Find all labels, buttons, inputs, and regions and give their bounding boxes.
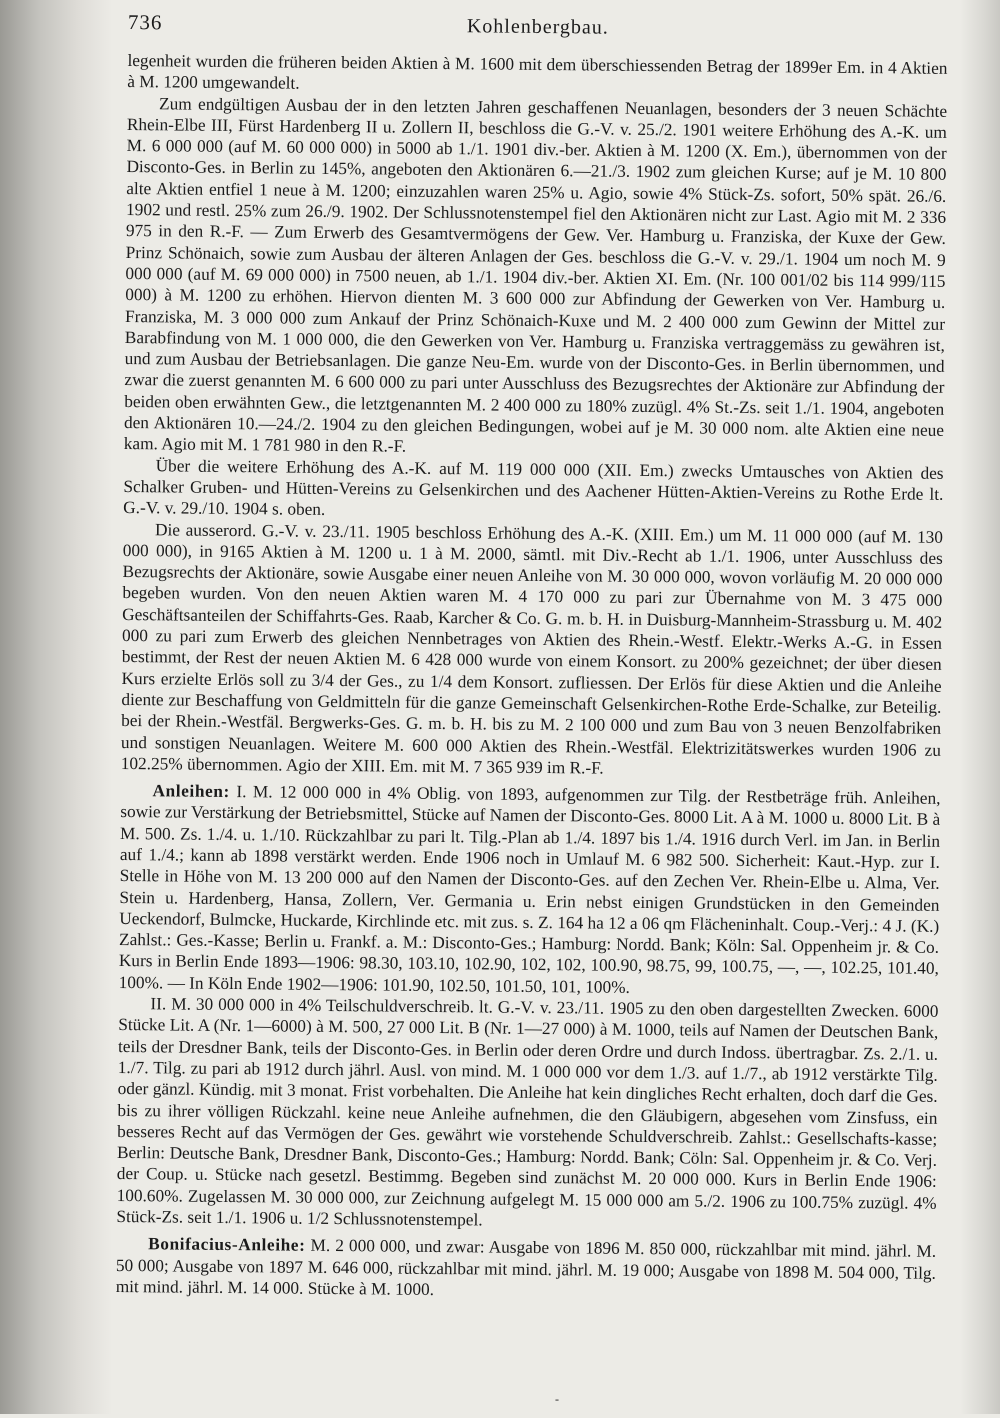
book-page bbox=[115, 10, 948, 1418]
anleihen-heading: Anleihen: bbox=[152, 781, 231, 802]
anleihen-text-i: I. M. 12 000 000 in 4% Oblig. von 1893, aufgenommen zur Tilg. der Restbeträge früh. Anleihen, sowie zur Verstärkung der Betriebsmittel, Stücke auf Namen der Disconto-Ges. 8000 Lit. A à M. 1000 u. 8000 Lit. B à M. 500. Zs. 1./4. u. 1./10. Rückzahlbar zu pari lt. Tilg.-Plan ab 1./4. 1897 bis 1./4. 1916 durch Verl. im Jan. in Berlin auf 1./4.; kann ab 1898 verstärkt werden. Ende 1906 noch in Umlauf M. 6 982 500. Sicherheit: Kaut.-Hyp. zur I. Stelle in Höhe von M. 13 200 000 auf den Namen der Disconto-Ges. auf den Zechen Ver. Rhein-Elbe u. Alma, Ver. Stein u. Hardenberg, Hansa, Zollern, Ver. Germania u. Erin nebst einigen Grundstücken in den Gemeinden Ueckendorf, Bulmcke, Huckarde, Kirchlinde etc. mit zus. s. Z. 164 ha 12 a 06 qm Flächeninhalt. Coup.-Verj.: 4 J. (K.) Zahlst.: Ges.-Kasse; Berlin u. Frankf. a. M.: Disconto-Ges.; Hamburg: Nordd. Bank; Köln: Sal. Oppenheim jr. & Co. Kurs in Berlin Ende 1893—1906: 98.30, 103.10, 102.90, 102, 102, 100.90, 98.75, 99, 100.75, —, —, 102.25, 101.40, 100%. — In Köln Ende 1902—1906: 101.90, 102.50, 101.50, 101, 100%. bbox=[118, 782, 941, 997]
paragraph-capital-increase-xiii: Die ausserord. G.-V. v. 23./11. 1905 beschloss Erhöhung des A.-K. (XIII. Em.) um M. 11 000 000 (auf M. 130 000 000), in 9165 Aktien à M. 1200 u. 1 à M. 2000, sämtl. mit Div.-Recht ab 1./1. 1906, unter Ausschluss des Bezugsrechts der Aktionäre, sowie Ausgabe einer neuen Anleihe von M. 30 000 000, wovon vorläufig M. 20 000 000 begeben wurden. Von den neuen Aktien waren M. 4 170 000 zu pari zur Übernahme von M. 3 475 000 Geschäftsanteilen der Schiffahrts-Ges. Raab, Karcher & Co. G. m. b. H. in Duisburg-Mannheim-Strassburg u. M. 402 000 zu pari zum Erwerb des gleichen Nennbetrages von Aktien des Rhein.-Westf. Elektr.-Werks A.-G. in Essen bestimmt, der Rest der neuen Aktien M. 6 428 000 wurde von einem Konsort. zu 200% gezeichnet; der über diesen Kurs erzielte Erlös soll zu 3/4 der Ges., zu 1/4 dem Konsort. zufliessen. Der Erlös für diese Aktien und die Anleihe diente zur Beschaffung von Geldmitteln für die ganze Gemeinschaft Gelsenkirchen-Rothe Erde-Schalke, zur Beteilig. bei der Rhein.-Westfäl. Bergwerks-Ges. G. m. b. H. bis zu M. 2 100 000 und zum Bau von 3 neuen Benzolfabriken und sonstigen Neuanlagen. Weitere M. 600 000 Aktien des Rhein.-Westfäl. Elektrizitätswerkes wurden 1906 zu 102.25% übernommen. Agio der XIII. Em. mit M. 7 365 939 im R.-F. bbox=[120, 519, 944, 778]
page-number: 736 bbox=[127, 10, 163, 35]
book-spine-shadow bbox=[0, 0, 112, 1414]
bonifacius-heading: Bonifacius-Anleihe: bbox=[148, 1234, 306, 1256]
running-title: Kohlenbergbau. bbox=[466, 15, 609, 39]
running-head bbox=[128, 10, 948, 48]
paragraph-capital-increase-1901-1904: Zum endgültigen Ausbau der in den letzten Jahren geschaffenen Neuanlagen, besonders der 3 neuen Schächte Rhein-Elbe III, Fürst Hardenberg II u. Zollern II, beschloss die G.-V. v. 25./2. 1901 weitere Erhöhung des A.-K. um M. 6 000 000 (auf M. 60 000 000) in 5000 ab 1./1. 1901 div.-ber. Aktien à M. 1200 (X. Em.), übernommen von der Disconto-Ges. in Berlin zu 145%, angeboten den Aktionären 6.—21./3. 1902 zum gleichen Kurse; auf je M. 10 800 alte Aktien entfiel 1 neue à M. 1200; einzuzahlen waren 25% u. Agio, sowie 4% Stück-Zs. sofort, 50% spät. 26./6. 1902 und restl. 25% zum 26./9. 1902. Der Schlussnotenstempel fiel den Aktionären nicht zur Last. Agio mit M. 2 336 975 in den R.-F. — Zum Erwerb des Gesamtvermögens der Gew. Ver. Hamburg u. Franziska, der Kuxe der Gew. Prinz Schönaich, sowie zum Ausbau der älteren Anlagen der Ges. beschloss die G.-V. v. 29./1. 1904 um noch M. 9 000 000 (auf M. 69 000 000) in 7500 neuen, ab 1./1. 1904 div.-ber. Aktien XI. Em. (Nr. 100 001/02 bis 114 999/115 000) à M. 1200 zu erhöhen. Hiervon dienten M. 3 600 000 zur Abfindung der Gewerken von Ver. Hamburg u. Franziska, M. 3 000 000 zum Ankauf der Prinz Schönaich-Kuxe und M. 2 400 000 zum Gewinn der Mittel zur Barabfindung von M. 1 000 000, die den Gewerken von Ver. Hamburg u. Franziska vertraggemäss zu gewähren ist, und zum Ausbau der Betriebsanlagen. Die ganze Neu-Em. wurde von der Disconto-Ges. in Berlin übernommen, und zwar die zuerst genannten M. 6 600 000 zu pari unter Ausschluss des Bezugsrechtes der Aktionäre zur Abfindung der beiden oben erwähnten Gew., die letztgenannten M. 2 400 000 zu 180% zuzügl. 4% St.-Zs. seit 1./1. 1904, angeboten den Aktionären 10.—24./2. 1904 zu den gleichen Bedingungen, wobei auf je M. 30 000 nom. alte Aktien eine neue kam. Agio mit M. 1 781 980 in den R.-F. bbox=[123, 93, 948, 457]
footer-mark: - bbox=[555, 1392, 559, 1406]
paragraph-continuation: legenheit wurden die früheren beiden Aktien à M. 1600 mit dem überschiessenden Betrag der 1899er Em. in 4 Aktien à M. 1200 umgewandelt. bbox=[127, 50, 948, 93]
anleihen-text-ii: II. M. 30 000 000 in 4% Teilschuldverschreib. lt. G.-V. v. 23./11. 1905 zu den oben dargestellten Zwecken. 6000 Stücke Lit. A (Nr. 1—6000) à M. 500, 27 000 Lit. B (Nr. 1—27 000) à M. 1000, teils auf Namen der Deutschen Bank, teils der Dresdner Bank, teils der Disconto-Ges. in Berlin oder deren Ordre und durch Indoss. übertragbar. Zs. 2./1. u. 1./7. Tilg. zu pari ab 1912 durch jährl. Ausl. von mind. M. 1 000 000 vor dem 1./3. auf 1./7., ab 1912 verstärkte Tilg. oder gänzl. Kündig. mit 3 monat. Frist vorbehalten. Die Anleihe hat kein dingliches Recht erhalten, doch darf die Ges. bis zu ihrer völligen Rückzahl. keine neue Anleihe aufnehmen, die den Gläubigern, abgesehen vom Zinsfuss, ein besseres Recht auf das Vermögen der Ges. gewährt wie vorstehende Schuldverschreib. Zahlst.: Gesellschafts-kasse; Berlin: Deutsche Bank, Dresdner Bank, Disconto-Ges.; Hamburg: Nordd. Bank; Cöln: Sal. Oppenheim jr. & Co. Verj. der Coup. u. Stücke nach gesetzl. Bestimmg. Begeben sind zunächst M. 20 000 000. Kurs in Berlin Ende 1906: 100.60%. Zugelassen M. 30 000 000, zur Zeichnung aufgelegt M. 15 000 000 am 5./2. 1906 zu 100.75% zuzügl. 4% Stück-Zs. seit 1./1. 1906 u. 1/2 Schlussnotenstempel. bbox=[116, 994, 939, 1230]
body-text bbox=[116, 50, 948, 1305]
paragraph-capital-increase-xii: Über die weitere Erhöhung des A.-K. auf M. 119 000 000 (XII. Em.) zwecks Umtausches von Aktien des Schalker Gruben- und Hütten-Vereins zu Gelsenkirchen und des Aachener Hütten-Aktien-Vereins zu Rothe Erde lt. G.-V. v. 29./10. 1904 s. oben. bbox=[123, 455, 944, 520]
anleihen-section bbox=[119, 780, 941, 1001]
bonifacius-section bbox=[116, 1233, 937, 1305]
page-edge-shadow bbox=[960, 0, 1000, 1414]
bonifacius-text: M. 2 000 000, und zwar: Ausgabe von 1896 M. 850 000, rückzahlbar mit mind. jährl. M. 50 000; Ausgabe von 1897 M. 646 000, rückzahlbar mit mind. jährl. M. 19 000; Ausgabe von 1898 M. 504 000, Tilg. mit mind. jährl. M. 14 000. Stücke à M. 1000. bbox=[115, 1236, 937, 1299]
